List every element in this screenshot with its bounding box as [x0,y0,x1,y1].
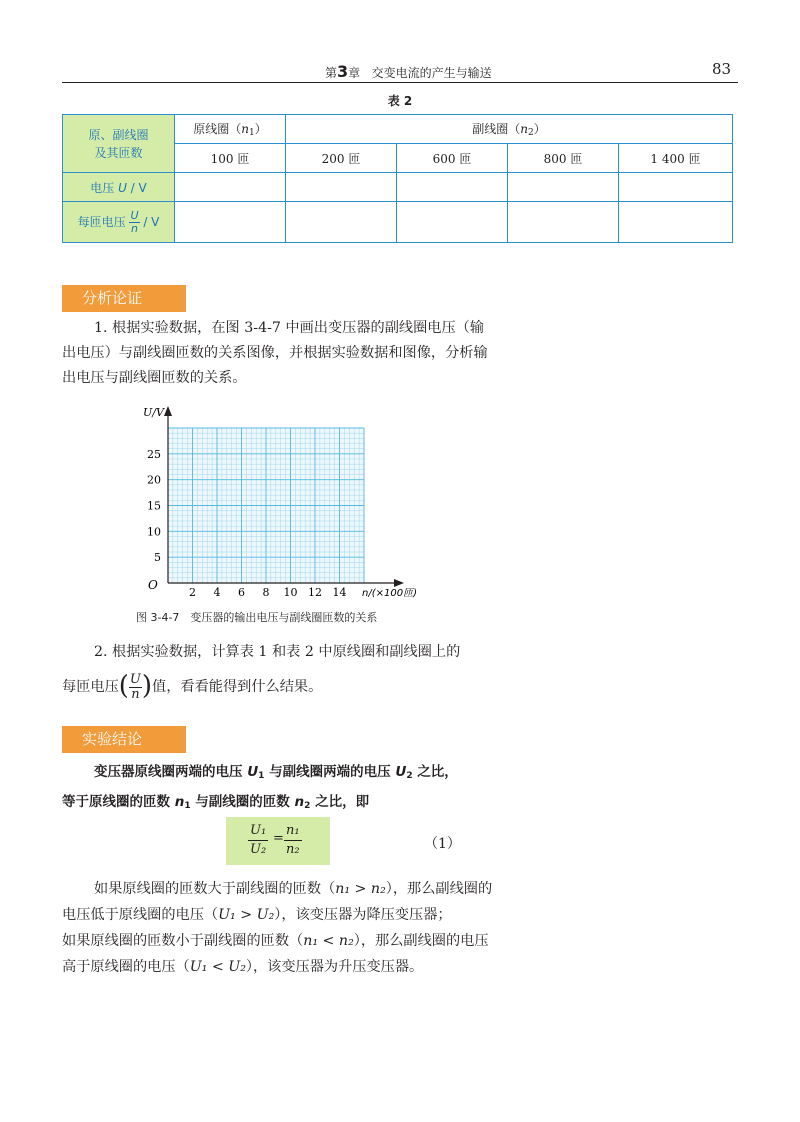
turns-cell: 1 400 匝 [619,144,733,173]
x-tick-label: 10 [283,586,298,599]
conclusion-statement [62,759,498,819]
y-tick-label: 20 [147,473,161,487]
conc-var2: U [395,764,407,780]
conc-c: 之比， [412,764,458,780]
conclusion-line1 [62,759,498,789]
y-tick-label: 25 [147,447,161,461]
x-tick-label: 6 [238,586,245,599]
conc-b: 与副线圈两端的电压 [264,764,396,780]
fraction-denominator: n [130,221,138,235]
y-axis-label: U/V [143,406,164,419]
empty-cell[interactable] [397,173,508,202]
empty-cell[interactable] [619,173,733,202]
conc-var4: n [294,794,305,810]
y-tick-label: 10 [147,525,161,539]
analysis-para2-text-a: 2. 根据实验数据，计算表 1 和表 2 中原线圈和副线圈上的 [94,644,461,660]
formula-lhs [248,822,268,859]
per-turn-unit: / V [139,214,160,229]
empty-cell[interactable] [397,202,508,243]
p1-cond2: U₁ > U₂ [218,907,275,923]
per-turn-label-text: 每匝电压 [77,214,130,229]
y-tick-label: 5 [154,551,161,565]
voltage-unit: / V [126,180,147,195]
primary-sub: 1 [249,128,255,138]
primary-coil-header [175,115,286,144]
analysis-para2-text-b: 每匝电压 [62,679,119,695]
empty-cell[interactable] [175,202,286,243]
analysis-para2-line2 [62,671,498,702]
conclusion-line2 [62,789,498,819]
p2-cond: n₁ < n₂ [303,933,354,949]
conc-f: 之比，即 [310,794,370,810]
turns-cell: 800 匝 [508,144,619,173]
p1-a: 如果原线圈的匝数大于副线圈的匝数（ [94,881,336,897]
chapter-suffix: 章 [348,66,361,80]
primary-label: 原线圈（ [193,122,242,136]
turns-cell: 600 匝 [397,144,508,173]
primary-var: n [241,122,249,136]
conc-d: 等于原线圈的匝数 [62,794,175,810]
conc-var1: U [247,764,259,780]
secondary-var: n [520,122,528,136]
p2-cond2: U₁ < U₂ [189,959,246,975]
secondary-close: ） [533,122,546,136]
conclusion-p1 [62,876,498,928]
voltage-row-label [63,173,175,202]
secondary-label: 副线圈（ [472,122,521,136]
section-conclusion-heading: 实验结论 [62,726,186,753]
x-tick-label: 8 [262,586,270,599]
empty-cell[interactable] [508,202,619,243]
table-caption: 表 2 [387,94,413,108]
x-tick-label: 2 [189,586,196,599]
para2-numerator: U [129,671,141,687]
paren-right: ) [141,671,153,701]
per-turn-row-label [63,202,175,243]
para2-fraction [129,673,142,702]
page-number: 83 [712,60,732,78]
p1-c: ），该变压器为降压变压器； [274,907,452,923]
conc-sub2: 2 [406,771,413,781]
data-table [62,114,733,243]
conclusion-p2 [62,928,498,980]
rhs-den: n₂ [286,842,300,857]
p2-c: ），该变压器为升压变压器。 [245,959,424,975]
y-tick-label: 15 [147,499,161,513]
para2-denominator: n [131,686,140,702]
x-axis-arrow [394,579,404,587]
header-label-cell [63,115,175,173]
graph-grid [168,428,364,583]
primary-close: ） [254,122,267,136]
conclusion-paragraph [62,876,498,980]
analysis-paragraph-2 [62,640,498,702]
lhs-den: U₂ [250,842,267,857]
formula-number: （1） [424,836,461,852]
empty-cell[interactable] [175,173,286,202]
analysis-paragraph-1 [62,316,498,391]
p2-b: ），那么副线圈的电压高于原线圈的电压（ [62,933,489,975]
y-axis-arrow [164,406,172,416]
empty-cell[interactable] [286,202,397,243]
empty-cell[interactable] [508,173,619,202]
empty-cell[interactable] [286,173,397,202]
x-tick-label: 4 [213,586,221,599]
header-label-line2: 及其匝数 [94,145,143,160]
formula-rhs [284,822,302,859]
figure-caption: 图 3-4-7 变压器的输出电压与副线圈匝数的关系 [136,611,378,624]
formula-box [226,817,330,865]
fraction-numerator: U [130,208,139,222]
section-analysis-heading: 分析论证 [62,285,186,312]
conc-a: 变压器原线圈两端的电压 [94,764,248,780]
conc-sub1: 1 [258,771,265,781]
x-tick-label: 12 [308,586,322,599]
chapter-number: 3 [337,62,349,81]
origin-label: O [148,578,158,592]
running-header-chapter [325,62,492,81]
conc-e: 与副线圈的匝数 [190,794,295,810]
x-axis-label: n/(×100匝) [362,588,417,599]
chapter-title: 交变电流的产生与输送 [371,66,492,80]
empty-cell[interactable] [619,202,733,243]
lhs-num: U₁ [248,822,268,841]
conc-var3: n [174,794,185,810]
voltage-label-text: 电压 [90,180,119,195]
voltage-var: U [118,180,127,195]
analysis-para2-text-c: 值，看看能得到什么结果。 [152,679,323,695]
u-over-n-fraction [129,210,139,235]
analysis-para1-text: 1. 根据实验数据，在图 3-4-7 中画出变压器的副线圈电压（输出电压）与副线圈匝数的关系图像，并根据实验数据和图像，分析输出电压与副线圈匝数的关系。 [62,320,488,386]
chapter-prefix: 第 [325,66,338,80]
conc-sub4: 2 [304,801,311,811]
voltage-turns-graph [130,402,417,602]
p1-cond: n₁ > n₂ [335,881,386,897]
p1-b: ），那么副线圈的电压低于原线圈的电压（ [62,881,493,923]
turns-cell: 100 匝 [175,144,286,173]
secondary-coil-header [286,115,733,144]
formula-equals: = [273,831,284,846]
header-label-line1: 原、副线圈 [88,127,149,142]
p2-a: 如果原线圈的匝数小于副线圈的匝数（ [62,933,304,949]
paren-left: ( [118,671,129,701]
header-rule [62,82,738,83]
x-tick-label: 14 [332,586,347,599]
rhs-num: n₁ [284,822,302,841]
secondary-sub: 2 [528,128,534,138]
turns-cell: 200 匝 [286,144,397,173]
conc-sub3: 1 [184,801,191,811]
